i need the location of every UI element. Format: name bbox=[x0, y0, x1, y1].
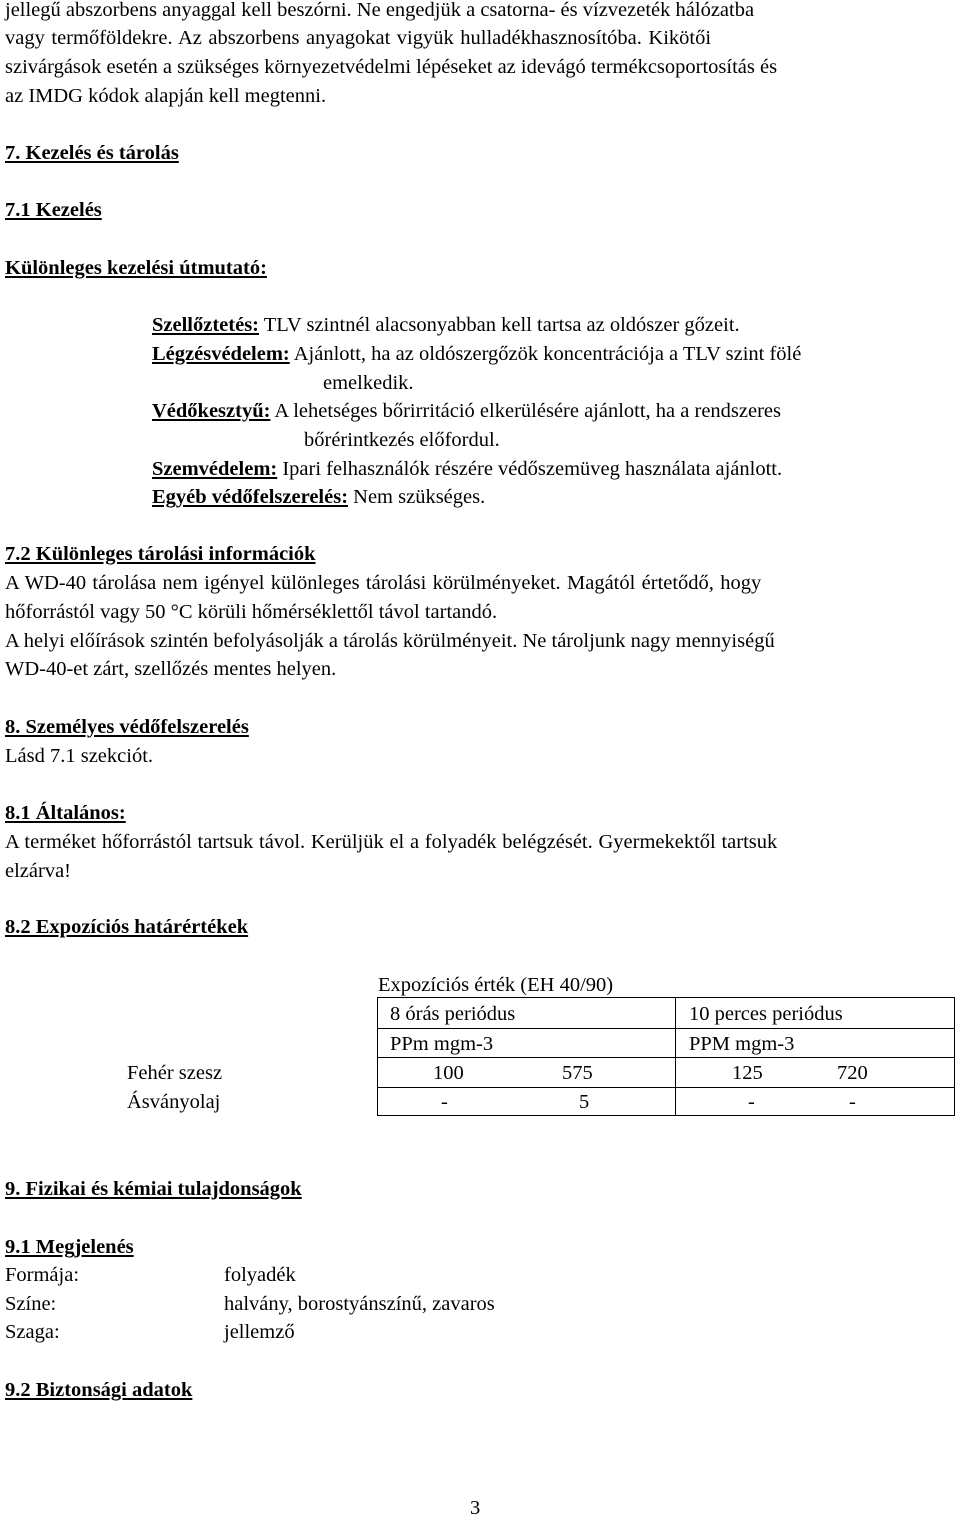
eye-text: Ipari felhasználók részére védőszemüveg használata ajánlott. bbox=[277, 458, 783, 480]
table-rule bbox=[377, 1057, 955, 1058]
row1-v2: 575 bbox=[562, 1062, 593, 1084]
respiratory-cont: emelkedik. bbox=[323, 372, 414, 394]
row1-v1: 100 bbox=[433, 1062, 464, 1084]
gloves-label: Védőkesztyű: bbox=[152, 400, 271, 422]
intro-line-4: az IMDG kódok alapján kell megtenni. bbox=[5, 85, 327, 107]
period-8h: 8 órás periódus bbox=[390, 1003, 516, 1025]
other-ppe-label: Egyéb védőfelszerelés: bbox=[152, 486, 349, 508]
respiratory-text: Ajánlott, ha az oldószergőzök koncentrációja a TLV szint fölé bbox=[289, 343, 802, 365]
ventilation-text: TLV szintnél alacsonyabban kell tartsa az oldószer gőzeit. bbox=[259, 314, 740, 336]
section-7-1-title: 7.1 Kezelés bbox=[5, 199, 102, 221]
row1-v4: 720 bbox=[837, 1062, 868, 1084]
row1-v3: 125 bbox=[732, 1062, 763, 1084]
storage-line-4: WD-40-et zárt, szellőzés mentes helyen. bbox=[5, 658, 337, 680]
section-7-2-title: 7.2 Különleges tárolási információk bbox=[5, 543, 316, 565]
form-value: folyadék bbox=[224, 1264, 296, 1286]
row2-v3: - bbox=[748, 1091, 755, 1113]
intro-line-2: vagy termőföldekre. Az abszorbens anyagokat vigyük hulladékhasznosítóba. Kikötői bbox=[5, 27, 712, 49]
table-rule bbox=[377, 1115, 955, 1116]
respiratory-label: Légzésvédelem: bbox=[152, 343, 290, 365]
respiratory-item bbox=[152, 340, 801, 369]
section-9-title: 9. Fizikai és kémiai tulajdonságok bbox=[5, 1178, 302, 1200]
section-9-1-title: 9.1 Megjelenés bbox=[5, 1236, 134, 1258]
table-divider bbox=[675, 997, 676, 1115]
table-border-left bbox=[377, 997, 378, 1115]
eye-label: Szemvédelem: bbox=[152, 458, 278, 480]
form-label: Formája: bbox=[5, 1264, 80, 1286]
eye-item bbox=[152, 455, 782, 484]
general-line-1: A terméket hőforrástól tartsuk távol. Kerüljük el a folyadék belégzését. Gyermekektől tartsuk bbox=[5, 831, 778, 853]
other-ppe-item bbox=[152, 483, 485, 512]
gloves-item bbox=[152, 397, 781, 426]
ventilation-item bbox=[152, 311, 740, 340]
special-handling-title: Különleges kezelési útmutató: bbox=[5, 257, 267, 279]
page-number: 3 bbox=[470, 1497, 481, 1519]
row2-v1: - bbox=[441, 1091, 448, 1113]
storage-line-3: A helyi előírások szintén befolyásolják a tárolás körülményeit. Ne tároljunk nagy mennyiségű bbox=[5, 630, 775, 652]
storage-line-2: hőforrástól vagy 50 °C körüli hőmérséklettől távol tartandó. bbox=[5, 601, 498, 623]
gloves-cont: bőrérintkezés előfordul. bbox=[304, 429, 500, 451]
gloves-text: A lehetséges bőrirritáció elkerülésére ajánlott, ha a rendszeres bbox=[270, 400, 782, 422]
odor-label: Szaga: bbox=[5, 1321, 60, 1343]
color-label: Színe: bbox=[5, 1293, 57, 1315]
table-border-right bbox=[954, 997, 955, 1115]
period-10m: 10 perces periódus bbox=[689, 1003, 843, 1025]
odor-value: jellemző bbox=[224, 1321, 295, 1343]
section-8-title: 8. Személyes védőfelszerelés bbox=[5, 716, 249, 738]
table-rule bbox=[377, 1087, 955, 1088]
color-value: halvány, borostyánszínű, zavaros bbox=[224, 1293, 495, 1315]
ventilation-label: Szellőztetés: bbox=[152, 314, 259, 336]
row-name-fehér-szesz: Fehér szesz bbox=[127, 1062, 223, 1084]
section-8-2-title: 8.2 Expozíciós határértékek bbox=[5, 916, 249, 938]
unit-10m: PPM mgm-3 bbox=[689, 1033, 795, 1055]
section-8-1-title: 8.1 Általános: bbox=[5, 802, 126, 824]
see-section-text: Lásd 7.1 szekciót. bbox=[5, 745, 154, 767]
general-line-2: elzárva! bbox=[5, 860, 71, 882]
table-rule bbox=[377, 997, 955, 998]
storage-line-1: A WD-40 tárolása nem igényel különleges tárolási körülményeket. Magától értetődő, hogy bbox=[5, 572, 762, 594]
other-ppe-text: Nem szükséges. bbox=[348, 486, 486, 508]
table-rule bbox=[377, 1028, 955, 1029]
row2-v2: 5 bbox=[579, 1091, 590, 1113]
row-name-ásványolaj: Ásványolaj bbox=[127, 1091, 221, 1113]
section-9-2-title: 9.2 Biztonsági adatok bbox=[5, 1379, 193, 1401]
intro-line-1: jellegű abszorbens anyaggal kell beszórni. Ne engedjük a csatorna- és vízvezeték hálózatba bbox=[5, 0, 755, 21]
section-7-title: 7. Kezelés és tárolás bbox=[5, 142, 179, 164]
unit-8h: PPm mgm-3 bbox=[390, 1033, 494, 1055]
intro-line-3: szivárgások esetén a szükséges környezetvédelmi lépéseket az idevágó termékcsoportosítás és bbox=[5, 56, 778, 78]
row2-v4: - bbox=[849, 1091, 856, 1113]
table-caption: Expozíciós érték (EH 40/90) bbox=[378, 974, 614, 996]
